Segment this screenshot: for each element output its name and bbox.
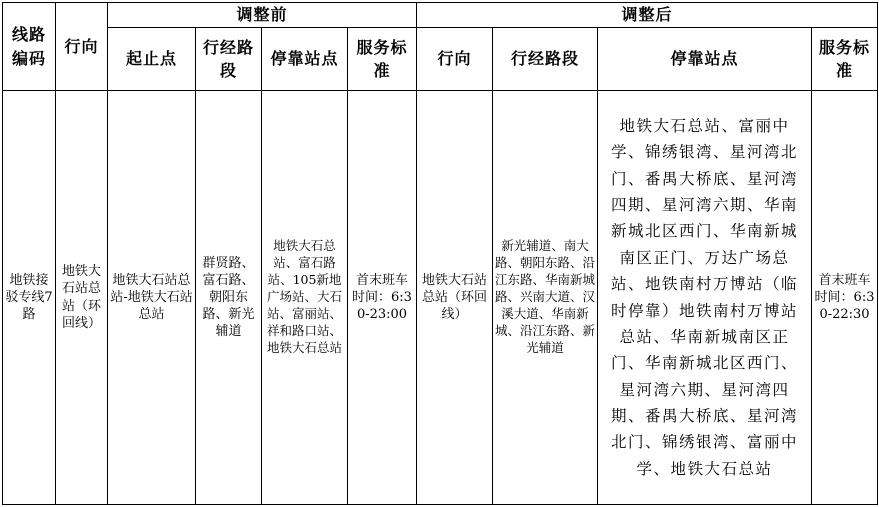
header-after-stops: 停靠站点 [598,28,812,91]
cell-line-code: 地铁接驳专线7路 [3,91,56,505]
route-adjustment-table [2,2,878,505]
header-service: 服务标准 [348,28,417,91]
header-line-code: 线路编码 [3,3,56,91]
header-after-route-section: 行经路段 [493,28,598,91]
header-direction: 行向 [56,3,108,91]
cell-after-direction: 地铁大石站总站（环回线） [417,91,493,505]
cell-after-service: 首末班车时间：6:30-22:30 [812,91,878,505]
cell-before-route: 群贤路、富石路、朝阳东路、新光辅道 [196,91,262,505]
header-after: 调整后 [417,3,878,28]
table-row [3,91,878,505]
cell-direction: 地铁大石站总站（环回线） [56,91,108,505]
header-route-section: 行经路段 [196,28,262,91]
header-endpoints: 起止点 [108,28,196,91]
header-stops: 停靠站点 [262,28,348,91]
cell-after-stops: 地铁大石总站、富丽中学、锦绣银湾、星河湾北门、番禺大桥底、星河湾四期、星河湾六期、华南新城北区西门、华南新城南区正门、万达广场总站、地铁南村万博站（临时停靠）地铁南村万博站总站、华南新城南区正门、华南新城北区西门、星河湾六期、星河湾四期、番禺大桥底、星河湾北门、锦绣银湾、富丽中学、地铁大石总站 [598,91,812,505]
header-after-service: 服务标准 [812,28,878,91]
header-after-direction: 行向 [417,28,493,91]
header-before: 调整前 [108,3,417,28]
cell-before-service: 首末班车时间：6:30-23:00 [348,91,417,505]
cell-after-route: 新光辅道、南大路、朝阳东路、沿江东路、华南新城路、兴南大道、汉溪大道、华南新城、沿江东路、新光辅道 [493,91,598,505]
cell-before-stops: 地铁大石总站、富石路站、105新地广场站、大石站、富丽站、祥和路口站、地铁大石总站 [262,91,348,505]
cell-before-endpoints: 地铁大石站总站-地铁大石站总站 [108,91,196,505]
